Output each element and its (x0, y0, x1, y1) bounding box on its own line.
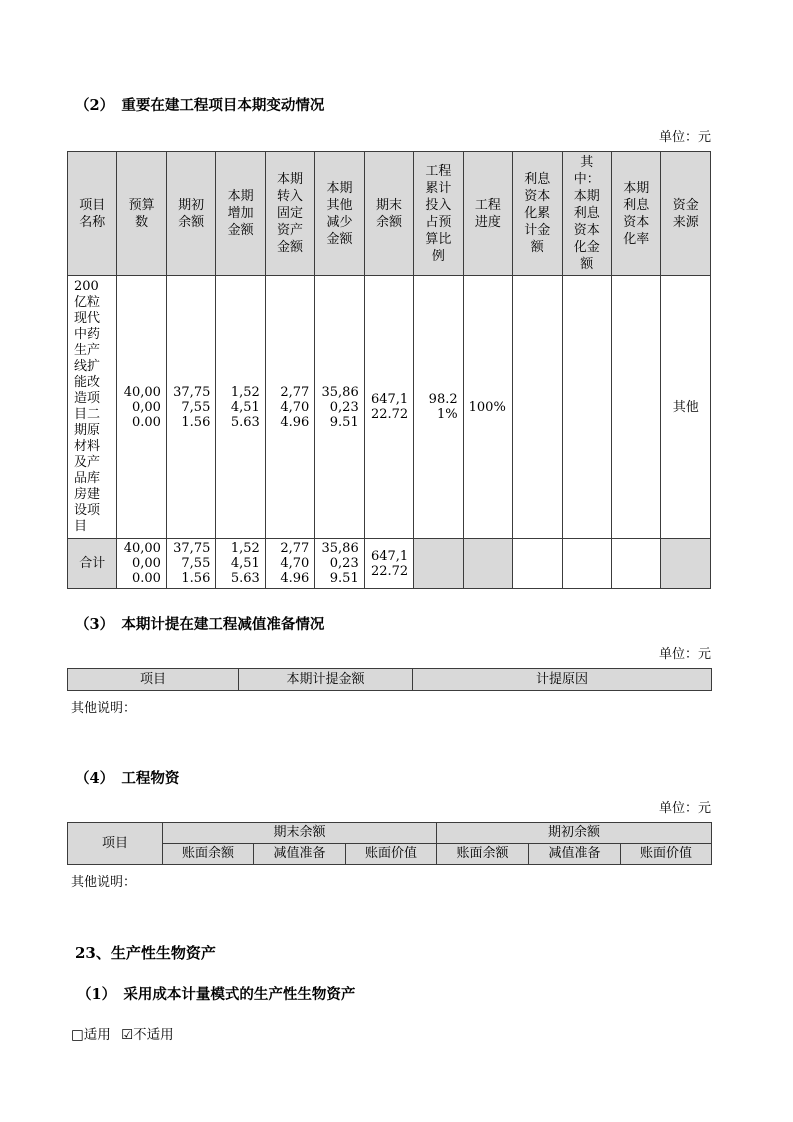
header-project-name: 项目名称 (68, 152, 117, 276)
total-interest-cumulative-cell (513, 539, 562, 589)
cip-data-row (68, 276, 711, 539)
total-progress-cell (463, 539, 512, 589)
impairment-provision-table (67, 668, 712, 691)
applicability-line (71, 1026, 711, 1044)
section4-unit-label: 单位：元 (658, 801, 711, 816)
header-closing-balance: 期末余额 (364, 152, 413, 276)
not-applicable-checkbox: ☑不适用 (121, 1027, 174, 1043)
mat-opening-impairment: 减值准备 (529, 844, 621, 865)
section4-note: 其他说明： (71, 875, 137, 890)
mat-opening-book-value: 账面价值 (621, 844, 712, 865)
total-other-decrease-cell: 35,860,239.51 (315, 539, 364, 589)
header-interest-capitalized-cumulative: 利息资本化累计金额 (513, 152, 562, 276)
section3-note: 其他说明： (71, 701, 137, 716)
opening-balance-cell: 37,757,551.56 (166, 276, 215, 539)
header-other-decrease: 本期其他减少金额 (315, 152, 364, 276)
total-closing-balance-cell: 647,122.72 (364, 539, 413, 589)
materials-group-header-row (68, 823, 712, 844)
applicable-checkbox: □适用 (71, 1027, 111, 1043)
cip-total-row (68, 539, 711, 589)
progress-cell: 100% (463, 276, 512, 539)
header-funding-source: 资金来源 (661, 152, 711, 276)
total-transfer-cell: 2,774,704.96 (265, 539, 314, 589)
section2-heading: （2） 重要在建工程项目本期变动情况 (75, 97, 325, 114)
increase-cell: 1,524,515.63 (216, 276, 265, 539)
section4-heading: （4） 工程物资 (75, 770, 180, 787)
budget-cell: 40,000,000.00 (117, 276, 166, 539)
total-interest-rate-cell (611, 539, 660, 589)
total-ratio-cell (414, 539, 463, 589)
mat-closing-impairment: 减值准备 (254, 844, 346, 865)
mat-header-closing-group: 期末余额 (163, 823, 437, 844)
section2-unit-label: 单位：元 (658, 130, 711, 145)
header-budget: 预算数 (117, 152, 166, 276)
total-interest-current-cell (562, 539, 611, 589)
mat-opening-book-balance: 账面余额 (437, 844, 529, 865)
total-label-cell: 合计 (68, 539, 117, 589)
header-transfer-to-fixed-assets: 本期转入固定资产金额 (265, 152, 314, 276)
mat-header-item: 项目 (68, 823, 163, 865)
ratio-cell: 98.21% (414, 276, 463, 539)
closing-balance-cell: 647,122.72 (364, 276, 413, 539)
section3-heading: （3） 本期计提在建工程减值准备情况 (75, 616, 325, 633)
total-increase-cell: 1,524,515.63 (216, 539, 265, 589)
header-interest-capitalized-current: 其中：本期利息资本化金额 (562, 152, 611, 276)
engineering-materials-table (67, 822, 712, 865)
materials-sub-header-row (68, 844, 712, 865)
header-opening-balance: 期初余额 (166, 152, 215, 276)
interest-rate-cell (611, 276, 660, 539)
total-budget-cell: 40,000,000.00 (117, 539, 166, 589)
header-interest-capitalization-rate: 本期利息资本化率 (611, 152, 660, 276)
section23-heading: 23、生产性生物资产 (75, 944, 216, 962)
total-opening-balance-cell: 37,757,551.56 (166, 539, 215, 589)
total-funding-source-cell (661, 539, 711, 589)
interest-cumulative-cell (513, 276, 562, 539)
funding-source-cell: 其他 (661, 276, 711, 539)
mat-closing-book-balance: 账面余额 (163, 844, 254, 865)
other-decrease-cell: 35,860,239.51 (315, 276, 364, 539)
impair-header-amount: 本期计提金额 (239, 669, 413, 691)
header-progress: 工程进度 (463, 152, 512, 276)
impair-header-reason: 计提原因 (413, 669, 712, 691)
section3-unit-label: 单位：元 (658, 647, 711, 662)
impair-header-item: 项目 (68, 669, 239, 691)
transfer-cell: 2,774,704.96 (265, 276, 314, 539)
header-input-to-budget-ratio: 工程累计投入占预算比例 (414, 152, 463, 276)
impairment-header-row (68, 669, 712, 691)
mat-header-opening-group: 期初余额 (437, 823, 712, 844)
section23-sub-heading: （1） 采用成本计量模式的生产性生物资产 (77, 986, 356, 1003)
mat-closing-book-value: 账面价值 (346, 844, 437, 865)
header-increase: 本期增加金额 (216, 152, 265, 276)
project-name-cell: 200 亿粒现代中药生产线扩能改造项目二期原材料及产品库房建设项目 (68, 276, 117, 539)
cip-header-row (68, 152, 711, 276)
cip-changes-table (67, 151, 711, 589)
interest-current-cell (562, 276, 611, 539)
